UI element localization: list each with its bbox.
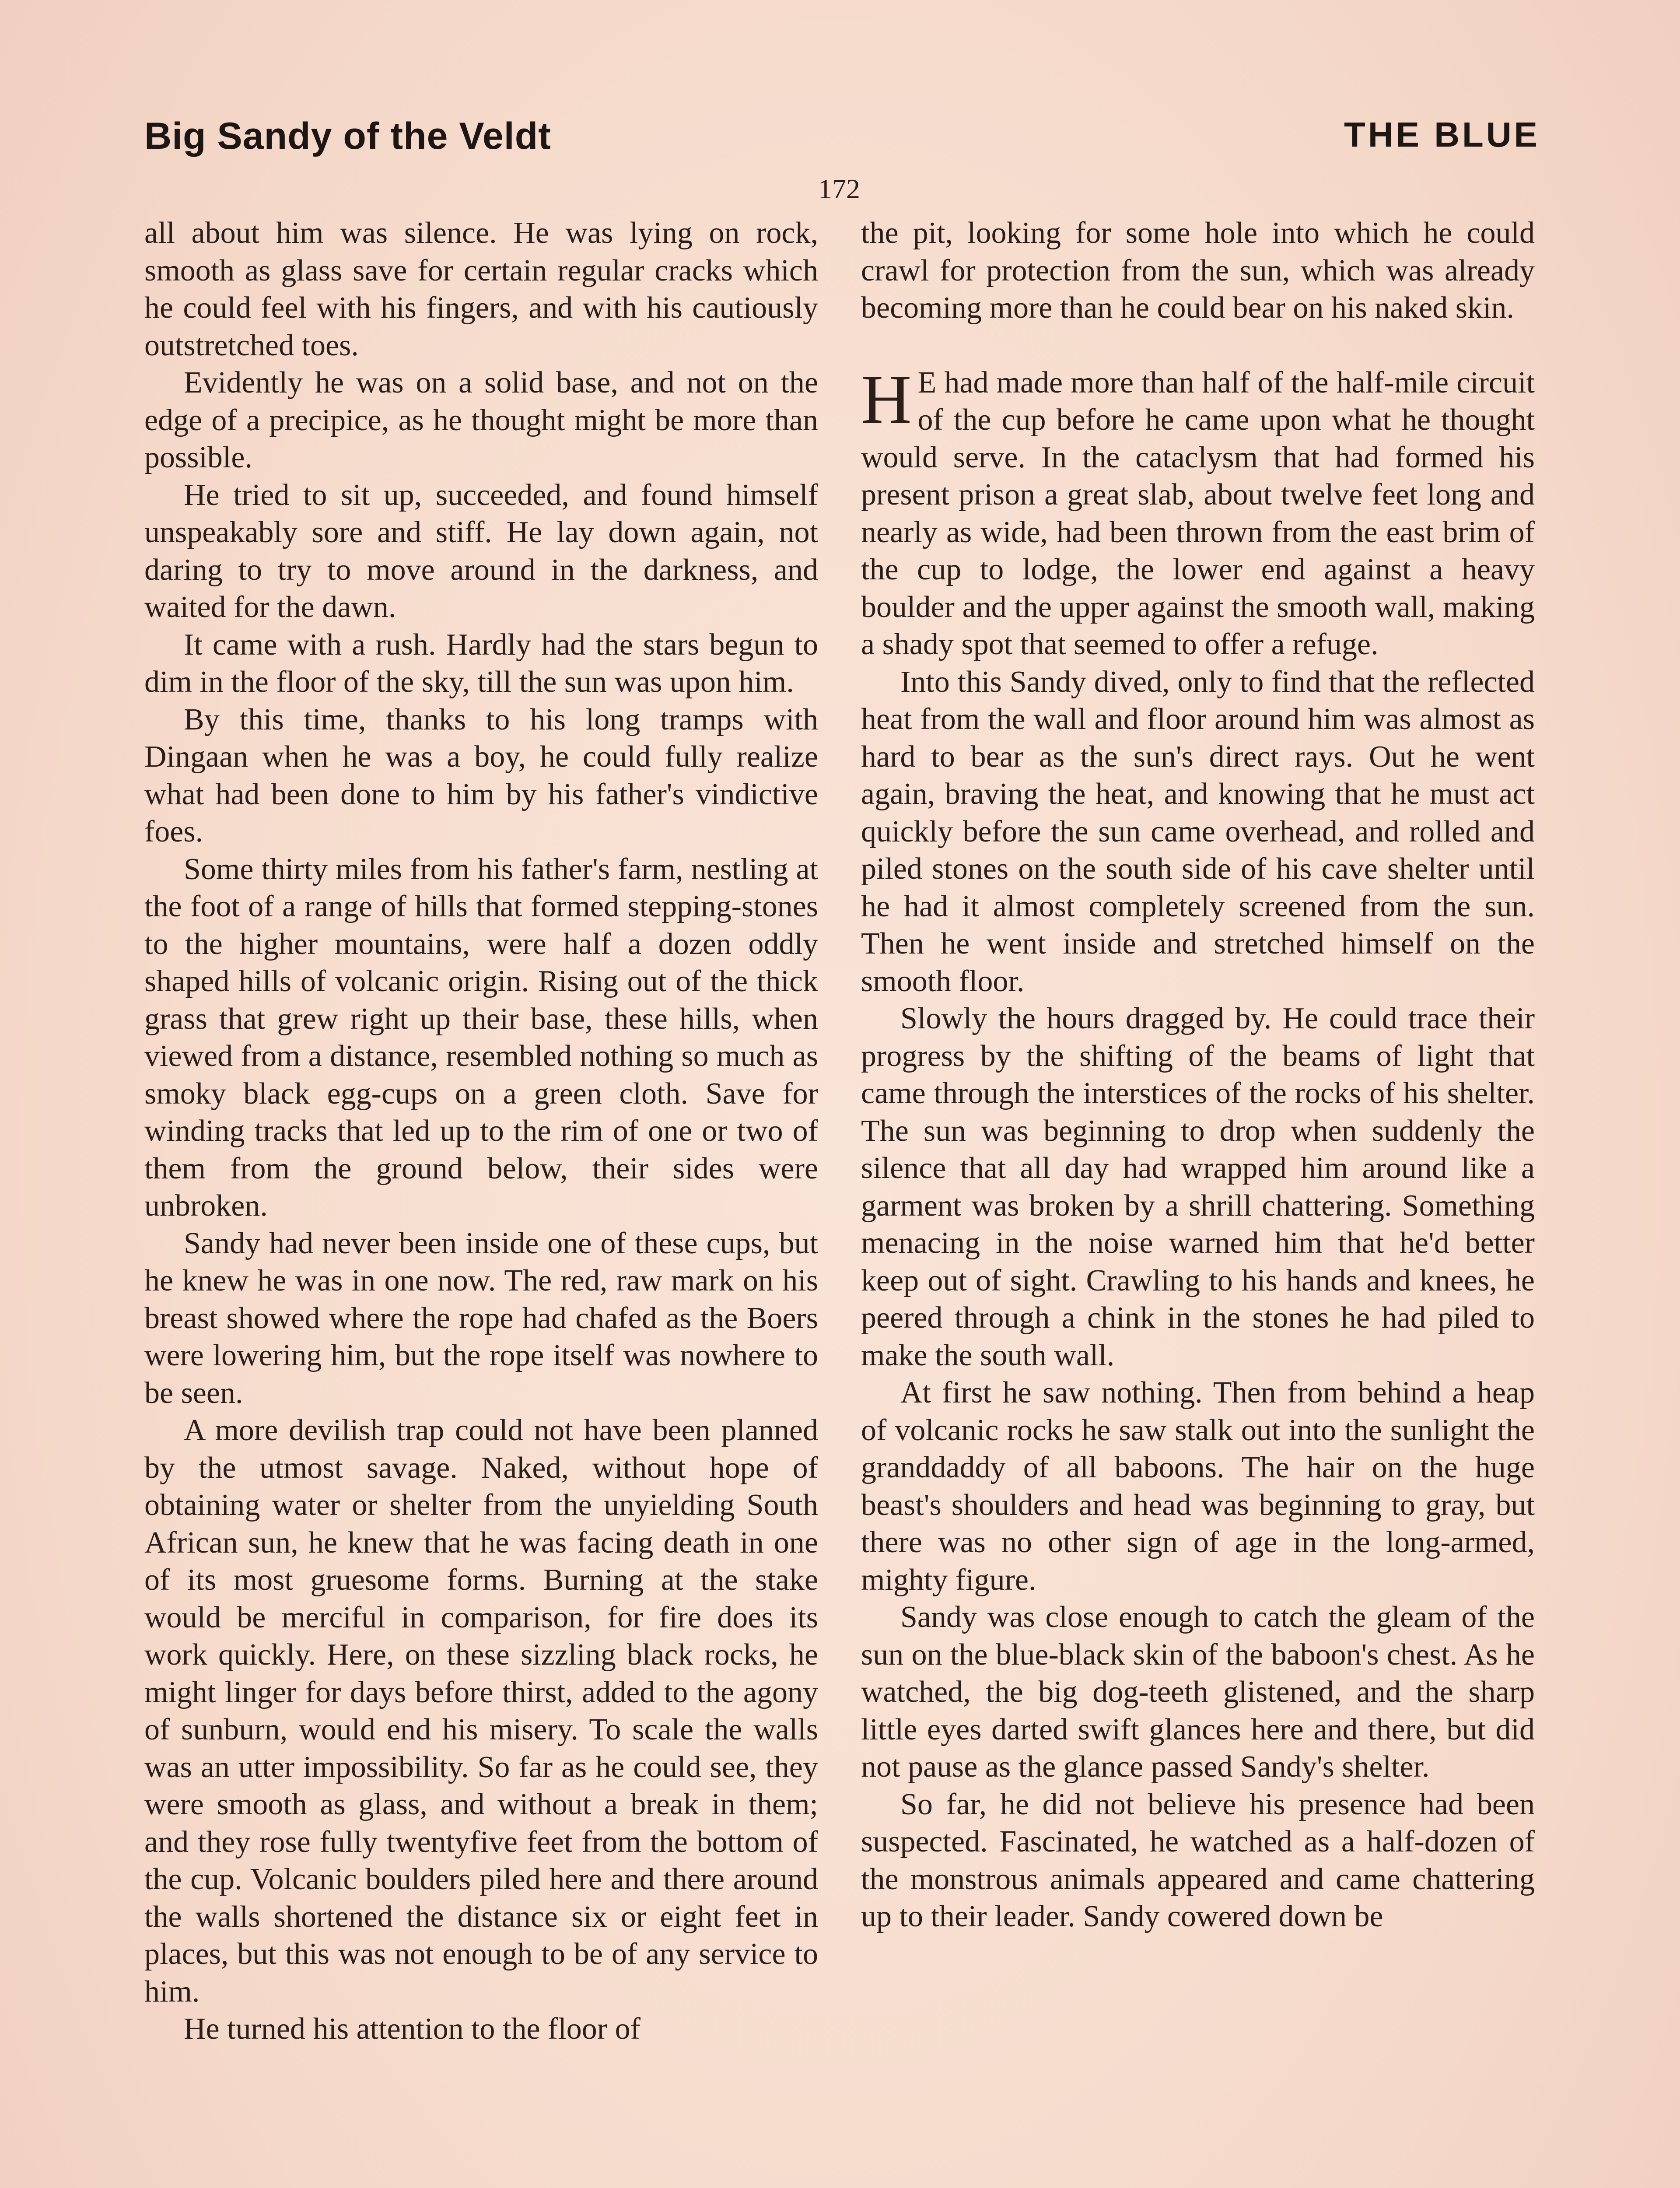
paragraph: Some thirty miles from his father's farm, nestling at the foot of a range of hills that formed stepping-stones to the higher mountains, were half a dozen oddly shaped hills of volcanic origin. Rising out of the thick grass that grew right up their base, these hills, when viewed from a distance, resembled nothing so much as smoky black egg-cups on a green cloth. Save for winding tracks that led up to the rim of one or two of them from the ground below, their sides were unbroken. [144,852,818,1223]
paragraph: It came with a rush. Hardly had the stars begun to dim in the floor of the sky, till the sun was upon him. [144,628,818,699]
section-opening-text: E had made more than half of the half-mile circuit of the cup before he came upon what he thought would serve. In the cataclysm that had formed his present prison a great slab, about twelve feet long and nearly as wide, had been thrown from the east brim of the cup to lodge, the lower end against a heavy boulder and the upper against the smooth wall, making a shady spot that seemed to offer a refuge. [861,365,1535,661]
paragraph: all about him was silence. He was lying on rock, smooth as glass save for certain regular cracks which he could feel with his fingers, and with his cautiously outstretched toes. [144,216,818,362]
paragraph: A more devilish trap could not have been planned by the utmost savage. Naked, without hope of obtaining water or shelter from the unyielding South African sun, he knew that he was facing death in one of its most gruesome forms. Burning at the stake would be merciful in comparison, for fire does its work quickly. Here, on these sizzling black rocks, he might linger for days before thirst, added to the agony of sunburn, would end his misery. To scale the walls was an utter impossibility. So far as he could see, they were smooth as glass, and without a break in them; and they rose fully twentyfive feet from the bottom of the cup. Volcanic boulders piled here and there around the walls shortened the distance six or eight feet in places, but this was not enough to be of any service to him. [144,1413,818,2009]
paragraph: the pit, looking for some hole into which he could crawl for protection from the sun, which was already becoming more than he could bear on his naked skin. [861,216,1535,325]
drop-cap: H [861,360,912,438]
paragraph: Sandy was close enough to catch the gleam of the sun on the blue-black skin of the baboon's chest. As he watched, the big dog-teeth glistened, and the sharp little eyes darted swift glances here and there, but did not pause as the glance passed Sandy's shelter. [861,1600,1535,1784]
magazine-name: THE BLUE [1344,115,1540,154]
paragraph: So far, he did not believe his presence had been suspected. Fascinated, he watched as a half-dozen of the monstrous animals appeared and came chattering up to their leader. Sandy cowered down be [861,1787,1535,1933]
running-title: Big Sandy of the Veldt [144,115,551,157]
paragraph: At first he saw nothing. Then from behind a heap of volcanic rocks he saw stalk out into the sunlight the granddaddy of all baboons. The hair on the huge beast's shoulders and head was beginning to gray, but there was no other sign of age in the long-armed, mighty figure. [861,1376,1535,1597]
paragraph: He tried to sit up, succeeded, and found himself unspeakably sore and stiff. He lay down again, not daring to try to move around in the darkness, and waited for the dawn. [144,478,818,624]
page-number: 172 [818,173,860,204]
right-column [861,214,1535,2188]
paragraph: Evidently he was on a solid base, and not on the edge of a precipice, as he thought might be more than possible. [144,366,818,474]
paragraph: By this time, thanks to his long tramps with Dingaan when he was a boy, he could fully realize what had been done to him by his father's vindictive foes. [144,702,818,849]
section-opening-paragraph [861,360,1535,663]
paragraph: Into this Sandy dived, only to find that the reflected heat from the wall and floor around him was almost as hard to bear as the sun's direct rays. Out he went again, braving the heat, and knowing that he must act quickly before the sun came overhead, and rolled and piled stones on the south side of his cave shelter until he had it almost completely screened from the sun. Then he went inside and stretched himself on the smooth floor. [861,665,1535,998]
left-column [144,214,818,2188]
paragraph: Slowly the hours dragged by. He could trace their progress by the shifting of the beams of light that came through the interstices of the rocks of his shelter. The sun was beginning to drop when suddenly the silence that all day had wrapped him around like a garment was broken by a shrill chattering. Something menacing in the noise warned him that he'd better keep out of sight. Crawling to his hands and knees, he peered through a chink in the stones he had piled to make the south wall. [861,1002,1535,1372]
paragraph: Sandy had never been inside one of these cups, but he knew he was in one now. The red, raw mark on his breast showed where the rope had chafed as the Boers were lowering him, but the rope itself was nowhere to be seen. [144,1226,818,1410]
paragraph: He turned his attention to the floor of [184,2012,640,2046]
page-header [144,115,1540,172]
